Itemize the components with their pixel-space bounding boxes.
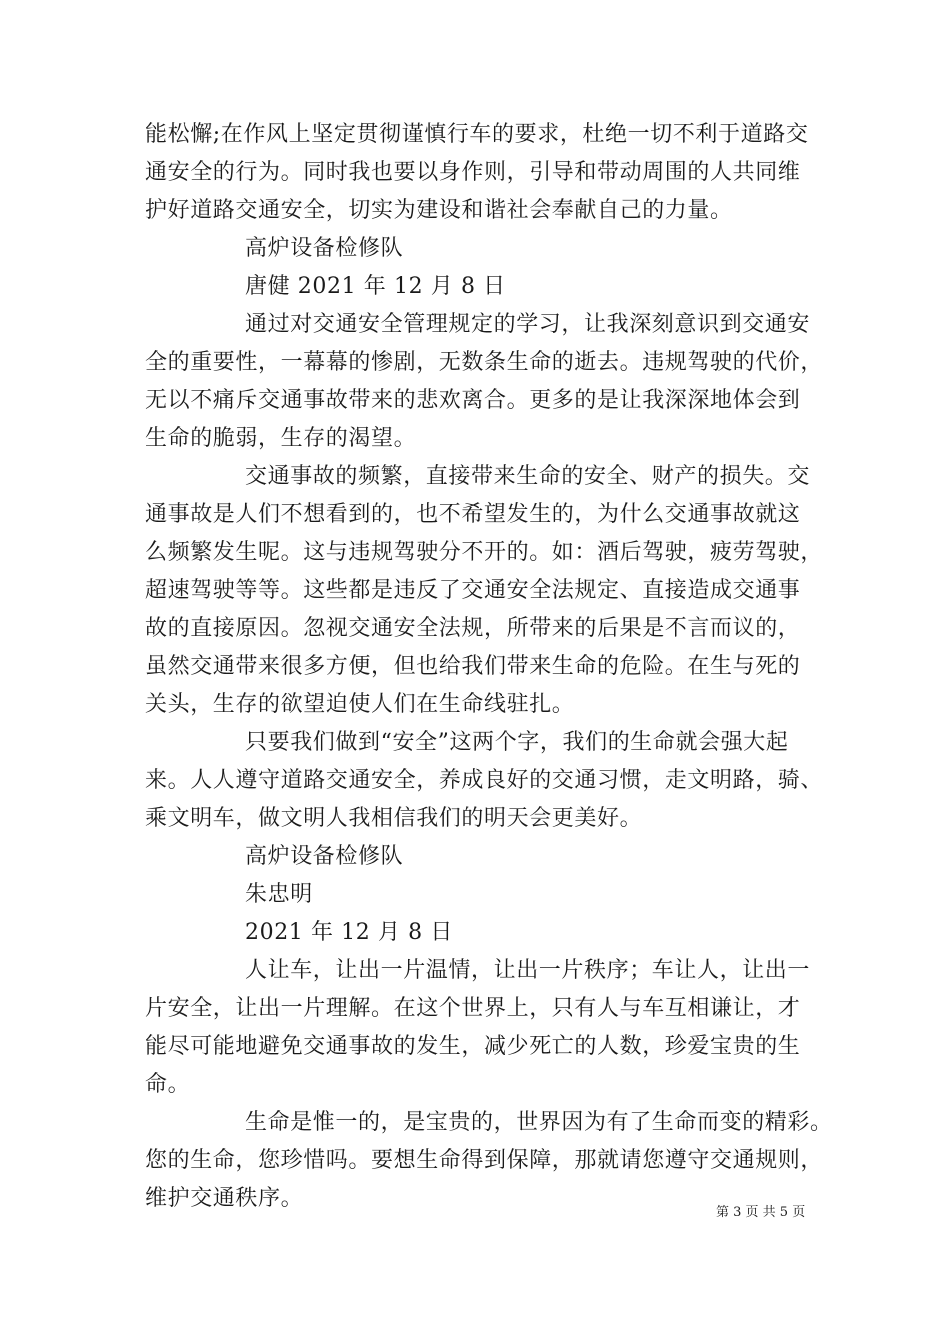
text-line: 护好道路交通安全，切实为建设和谐社会奉献自己的力量。 [145,198,733,223]
author-date: 唐健 2021 年 12 月 8 日 [245,274,506,299]
page-number: 第 3 页 共 5 页 [716,1205,806,1220]
text-line: 命。 [145,1072,191,1097]
text-line: 片安全，让出一片理解。在这个世界上，只有人与车互相谦让，才 [145,996,801,1021]
text-line: 么频繁发生呢。这与违规驾驶分不开的。如：酒后驾驶，疲劳驾驶， [145,540,824,565]
text-line: 能松懈;在作风上坚定贯彻谨慎行车的要求，杜绝一切不利于道路交 [145,122,809,147]
text-line: 无以不痛斥交通事故带来的悲欢离合。更多的是让我深深地体会到 [145,388,801,413]
text-line: 虽然交通带来很多方便，但也给我们带来生命的危险。在生与死的 [145,654,801,679]
department-name: 高炉设备检修队 [245,236,404,261]
text-line: 通安全的行为。同时我也要以身作则，引导和带动周围的人共同维 [145,160,801,185]
author-name: 朱忠明 [245,882,313,907]
text-line: 全的重要性，一幕幕的惨剧，无数条生命的逝去。违规驾驶的代价， [145,350,824,375]
text-line: 通事故是人们不想看到的，也不希望发生的，为什么交通事故就这 [145,502,801,527]
department-name: 高炉设备检修队 [245,844,404,869]
text-line: 维护交通秩序。 [145,1186,304,1211]
text-line: 故的直接原因。忽视交通安全法规，所带来的后果是不言而议的， [145,616,801,641]
date: 2021 年 12 月 8 日 [245,920,453,945]
text-line: 生命的脆弱，生存的渴望。 [145,426,417,451]
text-line: 生命是惟一的，是宝贵的，世界因为有了生命而变的精彩。 [245,1110,833,1135]
text-line: 您的生命，您珍惜吗。要想生命得到保障，那就请您遵守交通规则， [145,1148,824,1173]
text-line: 关头，生存的欲望迫使人们在生命线驻扎。 [145,692,575,717]
text-line: 乘文明车，做文明人我相信我们的明天会更美好。 [145,806,643,831]
text-line: 只要我们做到“安全”这两个字，我们的生命就会强大起 [245,730,789,755]
text-line: 人让车，让出一片温情，让出一片秩序；车让人，让出一 [245,958,811,983]
text-line: 超速驾驶等等。这些都是违反了交通安全法规定、直接造成交通事 [145,578,801,603]
text-line: 来。人人遵守道路交通安全，养成良好的交通习惯，走文明路，骑、 [145,768,824,793]
text-line: 能尽可能地避免交通事故的发生，减少死亡的人数，珍爱宝贵的生 [145,1034,801,1059]
text-line: 交通事故的频繁，直接带来生命的安全、财产的损失。交 [245,464,811,489]
text-line: 通过对交通安全管理规定的学习，让我深刻意识到交通安 [245,312,811,337]
